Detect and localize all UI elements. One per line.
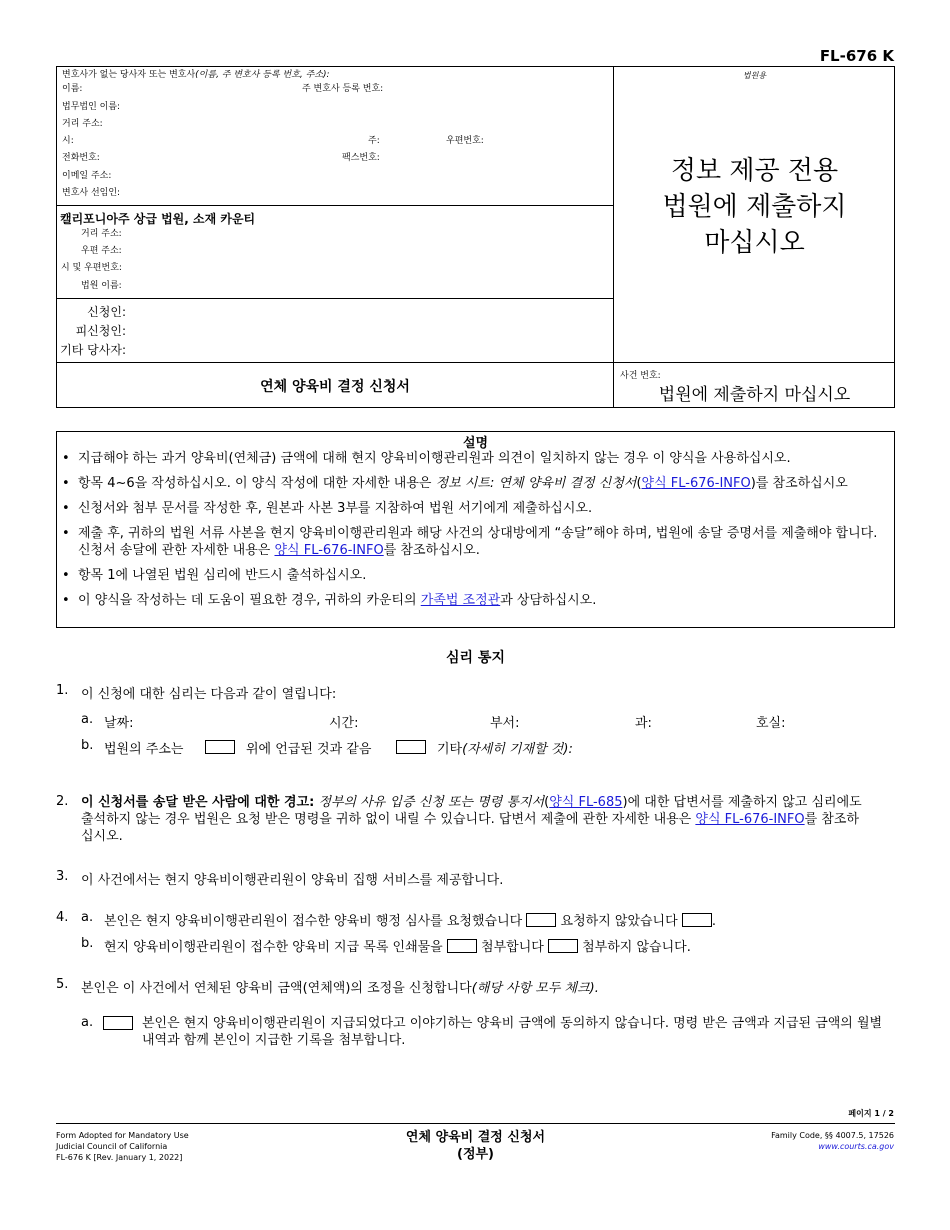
hearing-room-label: 호실: — [756, 716, 786, 731]
court-cityzip-label: 시 및 우편번호: — [61, 263, 122, 273]
page-number: 페이지 1 / 2 — [848, 1109, 894, 1118]
attorney-header — [62, 67, 330, 84]
attorney-header-text: 변호사가 없는 당사자 또는 변호사 — [62, 70, 196, 80]
instruction-text: 신청서와 첨부 문서를 작성한 후, 원본과 사본 3부를 지참하여 법원 서기에게 제출하십시오. — [78, 501, 593, 516]
instruction-item — [56, 525, 886, 559]
instruction-item — [56, 592, 886, 609]
courts-website-link[interactable]: www.courts.ca.gov — [818, 1142, 894, 1151]
court-use-notice — [614, 153, 895, 261]
item3-text: 이 사건에서는 현지 양육비이행관리원이 양육비 집행 서비스를 제공합니다. — [81, 873, 504, 888]
item5a-text: 본인은 현지 양육비이행관리원이 지급되었다고 이야기하는 양육비 금액에 동의하지 않습니다. 명령 받은 금액과 지급된 금액의 월별 내역과 함께 본인이 지급한 기록을 첨부합니다. — [142, 1016, 883, 1048]
item4a-text: 본인은 현지 양육비이행관리원이 접수한 양육비 행정 심사를 요청했습니다 — [104, 914, 523, 929]
court-street-label: 거리 주소: — [81, 229, 122, 239]
attorney-street-label: 거리 주소: — [62, 119, 103, 129]
footer-family-code: Family Code, §§ 4007.5, 17526 — [771, 1131, 894, 1140]
item4b-line — [104, 936, 691, 955]
item4a-letter: a. — [81, 910, 94, 925]
item4b-letter: b. — [81, 936, 94, 951]
family-law-facilitator-link[interactable]: 가족법 조정관 — [420, 593, 501, 608]
instruction-text: ( — [636, 476, 642, 491]
caption-divider-h1 — [56, 205, 614, 206]
instruction-text: 이 양식을 작성하는 데 도움이 필요한 경우, 귀하의 카운티의 — [78, 593, 421, 608]
item2-warning: 이 신청서를 송달 받은 사람에 대한 경고: — [81, 795, 315, 810]
item1b-letter: b. — [81, 738, 94, 753]
court-mailing-label: 우편 주소: — [81, 246, 122, 256]
court-branch-label: 법원 이름: — [81, 281, 122, 291]
item1-text: 이 신청에 대한 심리는 다음과 같이 열립니다: — [81, 687, 337, 702]
footer-form-title: 연체 양육비 결정 신청서 — [405, 1130, 546, 1145]
case-number-label: 사건 번호: — [620, 371, 661, 381]
instructions-list — [56, 450, 886, 617]
attorney-header-italic: (이름, 주 변호사 등록 번호, 주소): — [195, 70, 330, 80]
printout-not-attached-checkbox[interactable] — [548, 939, 578, 953]
footer-adopted: Form Adopted for Mandatory Use — [56, 1131, 189, 1140]
attorney-state-label: 주: — [368, 136, 380, 146]
hearing-div-label: 과: — [635, 716, 652, 731]
review-not-requested-checkbox[interactable] — [682, 913, 712, 927]
instruction-italic: 정보 시트: 연체 양육비 결정 신청서 — [435, 476, 637, 491]
item2-number: 2. — [56, 794, 69, 809]
court-title: 캘리포니아주 상급 법원, 소재 카운티 — [60, 212, 256, 226]
court-use-line3: 마십시오 — [704, 228, 805, 258]
instructions-title: 설명 — [462, 436, 489, 451]
court-use-label: 법원용 — [742, 71, 767, 80]
instruction-text: 지급해야 하는 과거 양육비(연체금) 금액에 대해 현지 양육비이행관리원과 의견이 일치하지 않는 경우 이 양식을 사용하십시오. — [78, 451, 791, 466]
item2-italic: 정부의 사유 입증 신청 또는 명령 통지서 — [318, 795, 545, 810]
form-id: FL-676 K — [819, 47, 894, 65]
footer-rule — [56, 1123, 895, 1124]
same-as-above-label: 위에 언급된 것과 같음 — [246, 742, 372, 757]
item4-number: 4. — [56, 910, 69, 925]
footer-right — [771, 1130, 894, 1152]
item2-body-end: 를 참조하십시오. — [81, 812, 859, 844]
item5-italic: (해당 사항 모두 체크). — [471, 981, 599, 996]
item1-number: 1. — [56, 683, 69, 698]
attorney-city-label: 시: — [62, 136, 74, 146]
item4a-line: 본인은 현지 양육비이행관리원이 접수한 양육비 행정 심사를 요청했습니다 요청하지 않았습니다 . — [104, 914, 716, 929]
notice-title: 심리 통지 — [446, 650, 505, 666]
other-address-label — [437, 738, 573, 757]
attorney-for-label: 변호사 선임인: — [62, 188, 121, 198]
court-address-label: 법원의 주소는 — [104, 742, 184, 757]
item2-text — [81, 794, 871, 845]
attorney-phone-label: 전화번호: — [62, 153, 100, 163]
attorney-fax-label: 팩스번호: — [342, 153, 380, 163]
hearing-time-label: 시간: — [329, 716, 359, 731]
attorney-email-label: 이메일 주소: — [62, 171, 112, 181]
instruction-text: )를 참조하십시오 — [750, 476, 848, 491]
item2-body: )에 대한 답변서를 제출하지 않고 심리에도 출석하지 않는 경우 법원은 요청 받은 명령을 귀하 없이 내릴 수 있습니다. 답변서 제출에 관한 자세한 내용은 — [81, 795, 862, 827]
attorney-name-label: 이름: — [62, 84, 83, 94]
item4a-no-text: 요청하지 않았습니다 — [560, 914, 678, 929]
instruction-text: 항목 1에 나열된 법원 심리에 반드시 출석하십시오. — [78, 568, 367, 583]
item5-body: 본인은 이 사건에서 연체된 양육비 금액(연체액)의 조정을 신청합니다 — [81, 981, 472, 996]
caption-divider-h3 — [56, 362, 895, 363]
review-requested-checkbox[interactable] — [526, 913, 556, 927]
item5a-letter: a. — [81, 1015, 94, 1030]
caption-divider-h2 — [56, 298, 614, 299]
case-number-value: 법원에 제출하지 마십시오 — [658, 385, 851, 405]
attorney-firm-label: 법무법인 이름: — [62, 102, 121, 112]
item2-paren: ( — [544, 795, 550, 810]
instruction-item — [56, 475, 886, 492]
instruction-item — [56, 567, 886, 584]
other-text: 기타 — [437, 742, 463, 757]
hearing-dept-label: 부서: — [490, 716, 520, 731]
item5-text — [81, 977, 599, 996]
respondent-label: 피신청인: — [75, 324, 126, 338]
instruction-item — [56, 500, 886, 517]
footer-rev: FL-676 K [Rev. January 1, 2022] — [56, 1153, 183, 1162]
form-fl676-info-link[interactable]: 양식 FL-676-INFO — [641, 476, 751, 491]
form-fl676-info-link[interactable]: 양식 FL-676-INFO — [274, 543, 384, 558]
other-specify-text: (자세히 기재할 것): — [462, 742, 573, 757]
form-fl685-link[interactable]: 양식 FL-685 — [549, 795, 623, 810]
attorney-zip-label: 우편번호: — [446, 136, 484, 146]
footer-center — [56, 1129, 895, 1163]
footer-council: Judicial Council of California — [56, 1142, 168, 1151]
form-fl676-info-link[interactable]: 양식 FL-676-INFO — [695, 812, 805, 827]
attorney-bar-label: 주 변호사 등록 번호: — [302, 84, 384, 94]
other-party-label: 기타 당사자: — [60, 343, 126, 357]
footer-form-subtitle: (정부) — [457, 1147, 494, 1162]
disagree-amount-checkbox[interactable] — [103, 1016, 133, 1030]
item4b-no-text: 첨부하지 않습니다. — [582, 940, 691, 955]
item1a-letter: a. — [81, 712, 94, 727]
item4b-text: 현지 양육비이행관리원이 접수한 양육비 지급 목록 인쇄물을 — [104, 940, 443, 955]
item5-number: 5. — [56, 977, 69, 992]
instruction-text: 과 상담하십시오. — [500, 593, 597, 608]
item4b-yes-text: 첨부합니다 — [481, 940, 544, 955]
instruction-text: 제출 후, 귀하의 법원 서류 사본을 현지 양육비이행관리원과 해당 사건의 상대방에게 “송달”해야 하며, 법원에 송달 증명서를 제출해야 합니다. 신청서 송달에 관한 자세한 내용은 — [78, 526, 878, 558]
printout-attached-checkbox[interactable] — [447, 939, 477, 953]
item3-number: 3. — [56, 869, 69, 884]
court-use-line1: 정보 제공 전용 — [670, 156, 839, 186]
petitioner-label: 신청인: — [87, 305, 126, 319]
instruction-text: 를 참조하십시오. — [383, 543, 480, 558]
caption-form-title: 연체 양육비 결정 신청서 — [260, 379, 410, 395]
hearing-date-label: 날짜: — [104, 716, 134, 731]
instruction-text: 항목 4~6을 작성하십시오. 이 양식 작성에 대한 자세한 내용은 — [78, 476, 436, 491]
instruction-item — [56, 450, 886, 467]
court-use-line2: 법원에 제출하지 — [662, 192, 847, 222]
other-address-checkbox[interactable] — [396, 740, 426, 754]
same-as-above-checkbox[interactable] — [205, 740, 235, 754]
